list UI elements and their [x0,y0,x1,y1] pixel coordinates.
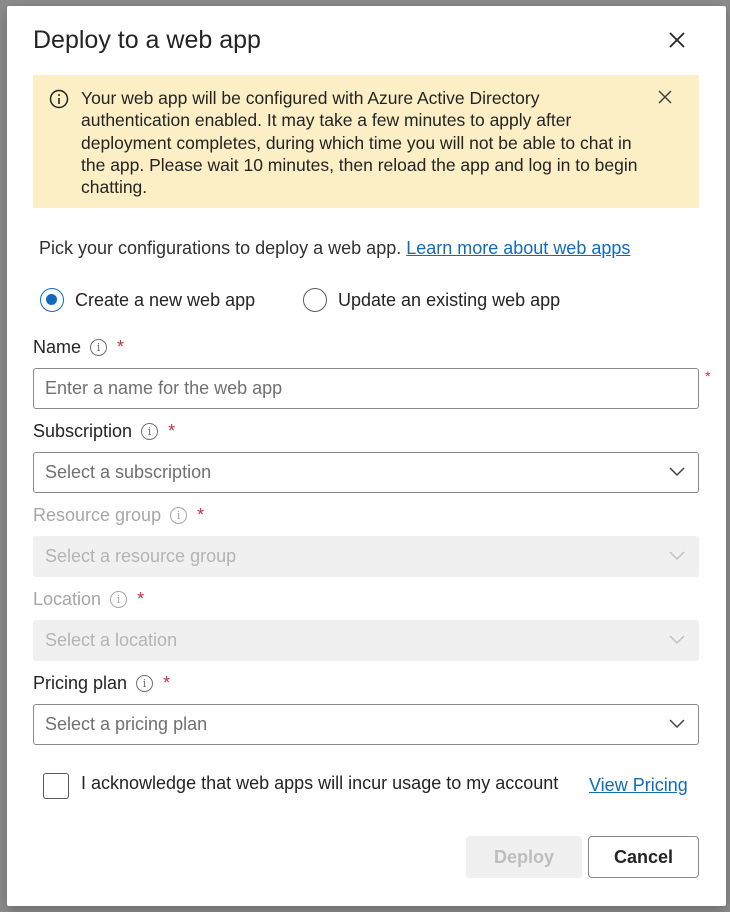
chevron-down-icon [668,717,686,729]
learn-more-link[interactable]: Learn more about web apps [406,238,631,258]
subscription-label [33,421,175,442]
deploy-button: Deploy [466,836,582,878]
radio-update-existing[interactable] [303,288,560,312]
info-icon[interactable]: i [170,507,187,524]
subscription-dropdown[interactable] [33,452,699,493]
required-marker: * [197,505,205,525]
name-label [33,337,124,358]
intro-text [39,238,630,259]
dismiss-banner-icon[interactable] [657,89,673,105]
cancel-button[interactable]: Cancel [588,836,699,878]
intro-description: Pick your configurations to deploy a web app. [39,238,407,258]
location-placeholder: Select a location [45,630,178,650]
dialog-title: Deploy to a web app [33,26,261,54]
pricing-plan-dropdown[interactable] [33,704,699,745]
pricing-plan-label [33,673,170,694]
radio-unselected-indicator[interactable] [303,288,327,312]
warning-banner [33,75,699,208]
radio-selected-indicator[interactable] [40,288,64,312]
acknowledge-checkbox[interactable] [43,773,69,799]
info-icon[interactable]: i [136,675,153,692]
required-marker: * [137,589,145,609]
required-marker: * [705,368,711,384]
required-marker: * [117,337,125,357]
radio-create-label: Create a new web app [75,289,256,310]
chevron-down-icon [668,633,686,645]
location-label-text: Location [33,589,102,609]
required-marker: * [163,673,171,693]
location-dropdown [33,620,699,661]
chevron-down-icon [668,549,686,561]
resource-group-label-text: Resource group [33,505,162,525]
info-icon[interactable]: i [141,423,158,440]
pricing-plan-label-text: Pricing plan [33,673,128,693]
chevron-down-icon [668,465,686,477]
info-icon [49,89,69,109]
resource-group-placeholder: Select a resource group [45,546,237,566]
resource-group-label [33,505,204,526]
resource-group-dropdown [33,536,699,577]
required-marker: * [168,421,176,441]
location-label [33,589,144,610]
subscription-placeholder: Select a subscription [45,462,212,482]
name-label-text: Name [33,337,82,357]
view-pricing-link[interactable]: View Pricing [589,775,688,795]
info-icon[interactable]: i [110,591,127,608]
info-icon[interactable]: i [90,339,107,356]
acknowledge-label: I acknowledge that web apps will incur usage to my account [81,773,559,793]
pricing-plan-placeholder: Select a pricing plan [45,714,208,734]
name-field[interactable] [33,368,699,409]
name-input[interactable] [45,378,645,399]
close-icon [665,28,689,52]
banner-message: Your web app will be configured with Azure Active Directory authentication enabled. It may take a few minutes to apply after deployment completes, during which time you will not be able to chat in the app. Please wait 10 minutes, then reload the app and log in to begin chatting. [81,88,638,198]
radio-update-label: Update an existing web app [338,289,561,310]
close-button[interactable] [665,28,689,52]
deploy-dialog [7,6,726,906]
subscription-label-text: Subscription [33,421,133,441]
radio-create-new[interactable] [40,288,255,312]
